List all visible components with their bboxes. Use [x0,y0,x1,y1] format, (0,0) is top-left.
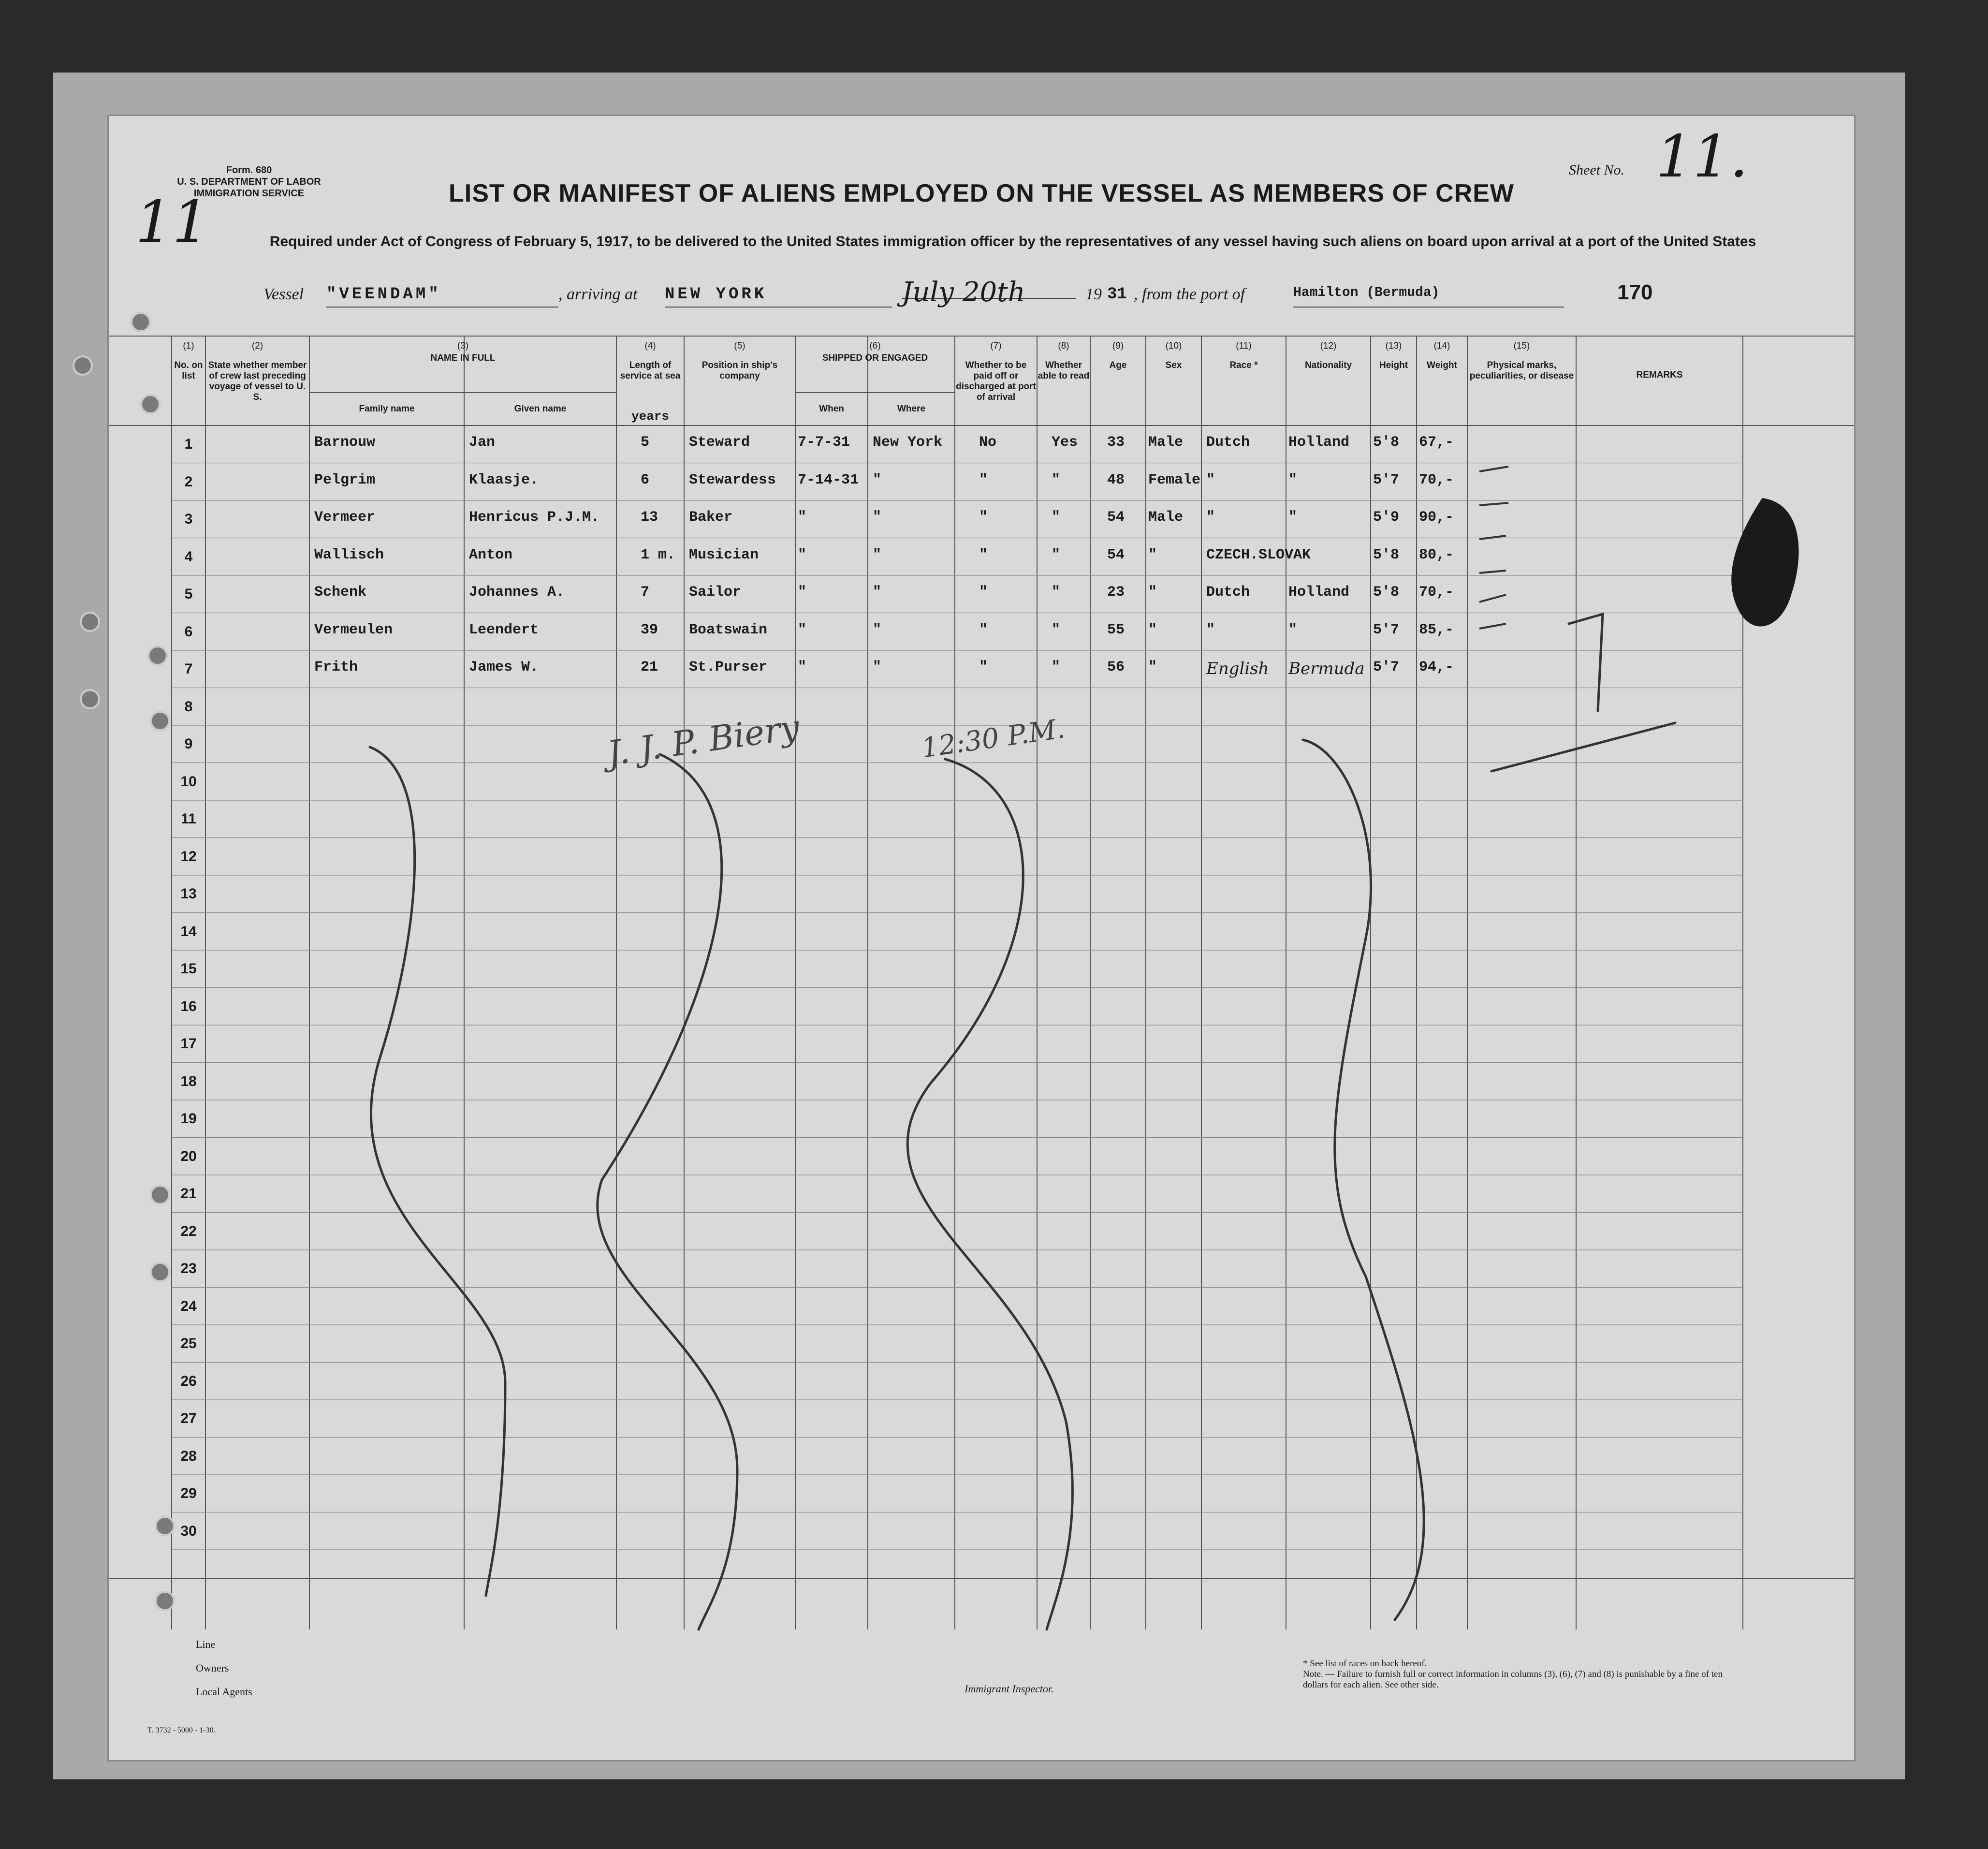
crew-read: Yes [1052,434,1078,451]
crew-race: " [1206,621,1215,638]
header-when: When [819,404,844,414]
crew-height: 5'9 [1373,509,1400,526]
row-number: 22 [180,1223,197,1239]
header-col8-number: (8) [1058,341,1069,351]
arriving-label: , arriving at [558,285,638,303]
department-name: U. S. DEPARTMENT OF LABOR [177,176,321,187]
header-col8: Whether able to read [1038,360,1090,381]
row-number: 11 [181,811,196,827]
row-number: 12 [180,848,197,865]
crew-nationality: " [1288,621,1298,638]
crew-height: 5'8 [1373,546,1400,563]
header-col4-number: (4) [644,341,656,351]
crew-where: " [873,659,882,675]
from-label: , from the port of [1134,285,1245,303]
crew-nationality: " [1288,509,1298,526]
row-number: 5 [184,586,193,602]
immigrant-inspector-label: Immigrant Inspector. [965,1683,1054,1695]
manifest-page [109,116,1854,1760]
crew-position: Steward [689,434,750,451]
header-col13-number: (13) [1385,341,1402,351]
crew-where: " [873,509,882,526]
crew-position: St.Purser [689,659,768,675]
row-number: 25 [180,1335,197,1351]
form-number: Form. 680 [226,165,272,176]
row-number: 4 [184,548,193,565]
punch-hole [147,646,168,666]
crew-race: CZECH.SLOVAK [1206,546,1311,563]
page-subtitle: Required under Act of Congress of February 5, 1917, to be delivered to the United States immigration officer by the representatives of any vessel having such aliens on board upon arrival at a port of the United States [269,234,1756,249]
races-footnote: * See list of races on back hereof. [1303,1658,1427,1669]
crew-age: 48 [1107,471,1125,488]
crew-read: " [1052,621,1061,638]
crew-when: " [798,509,807,526]
crew-given: Jan [469,434,496,451]
punch-hole [131,312,151,332]
header-col3-number: (3) [457,341,469,351]
ink-blot [1731,498,1798,627]
header-col15-number: (15) [1513,341,1530,351]
header-col11: Race * [1229,360,1258,370]
header-col1-number: (1) [183,341,194,351]
crew-nationality: " [1288,471,1298,488]
crew-family: Wallisch [314,546,384,563]
header-given-name: Given name [514,404,567,414]
row-number: 16 [180,998,197,1014]
footer-owners-label: Owners [196,1662,229,1674]
row-number: 13 [180,886,197,902]
row-number: 9 [184,736,193,752]
row-number: 29 [180,1485,197,1501]
crew-where: New York [873,434,943,451]
header-col1: No. on list [174,360,203,381]
crew-age: 54 [1107,546,1125,563]
crew-where: " [873,546,882,563]
crew-sex: Male [1148,434,1184,451]
crew-weight: 90,- [1419,509,1454,526]
crew-age: 23 [1107,584,1125,601]
crew-weight: 67,- [1419,434,1454,451]
signature-time: 12:30 P.M. [919,713,1067,764]
inspector-signature: J. J. P. Biery [605,707,802,774]
crew-when: " [798,659,807,675]
row-number: 3 [184,511,193,527]
crew-given: Leendert [469,621,539,638]
crew-sex: " [1148,546,1157,563]
crew-service: 1 m. [641,546,676,563]
crew-nationality: Bermuda [1288,659,1365,678]
crew-race: " [1206,509,1215,526]
row-number: 15 [180,961,197,977]
from-port: Hamilton (Bermuda) [1293,285,1564,308]
header-family-name: Family name [359,404,415,414]
crew-read: " [1052,509,1061,526]
crew-paid_off: " [979,509,988,526]
crew-paid_off: " [979,621,988,638]
crew-paid_off: No [979,434,997,451]
row-number: 17 [180,1036,197,1052]
crew-sex: Female [1148,471,1201,488]
row-number: 10 [180,773,197,790]
header-col9-number: (9) [1112,341,1124,351]
corner-handwritten-mark: 11 [135,189,209,256]
crew-service: 6 [641,471,650,488]
year-prefix: 19 [1085,285,1102,303]
crew-position: Boatswain [689,621,768,638]
check-marks [1479,467,1508,629]
crew-race: English [1206,659,1269,678]
punch-hole [150,1185,170,1205]
header-remarks: REMARKS [1636,370,1683,380]
crew-given: James W. [469,659,539,675]
header-col12: Nationality [1304,360,1352,370]
crew-sex: " [1148,621,1157,638]
crew-service: 13 [641,509,658,526]
crew-service: 39 [641,621,658,638]
crew-sex: " [1148,659,1157,675]
punch-hole [150,711,170,731]
header-col6-number: (6) [869,341,881,351]
punch-hole [140,394,161,414]
crew-race: Dutch [1206,584,1250,601]
crew-height: 5'8 [1373,584,1400,601]
crew-read: " [1052,546,1061,563]
crew-weight: 80,- [1419,546,1454,563]
crew-read: " [1052,471,1061,488]
header-col15: Physical marks, peculiarities, or disease [1469,360,1574,381]
punch-hole [80,612,100,632]
crew-given: Johannes A. [469,584,565,601]
header-col14: Weight [1427,360,1457,370]
crew-when: " [798,546,807,563]
penalty-note: Note. — Failure to furnish full or correct information in columns (3), (6), (7) and (8) is punishable by a fine of ten dollars for each alien. See other side. [1303,1669,1723,1690]
header-col3: NAME IN FULL [430,353,496,363]
sheet-number: 11. [1656,123,1748,191]
crew-paid_off: " [979,659,988,675]
row-number: 26 [180,1373,197,1389]
header-years-unit: years [631,409,669,424]
crew-position: Sailor [689,584,742,601]
print-code: T. 3732 - 5000 - 1-30. [147,1726,216,1734]
header-col10-number: (10) [1165,341,1182,351]
header-col7: Whether to be paid off or discharged at port of arrival [956,360,1036,402]
row-number: 14 [180,923,197,939]
crew-when: 7-14-31 [798,471,859,488]
crew-weight: 94,- [1419,659,1454,675]
crew-age: 55 [1107,621,1125,638]
year-suffix: 31 [1107,285,1127,304]
header-col2-number: (2) [251,341,263,351]
header-col13: Height [1379,360,1408,370]
crew-read: " [1052,659,1061,675]
header-col4: Length of service at sea [620,360,681,381]
crew-service: 7 [641,584,650,601]
crew-read: " [1052,584,1061,601]
cancellation-strokes [370,614,1675,1629]
crew-family: Vermeer [314,509,376,526]
crew-family: Schenk [314,584,367,601]
footer-agents-label: Local Agents [196,1686,252,1698]
row-number: 20 [180,1148,197,1164]
row-number: 27 [180,1410,197,1426]
crew-race: " [1206,471,1215,488]
crew-family: Vermeulen [314,621,393,638]
vessel-label: Vessel [263,285,304,303]
footer-line-label: Line [196,1638,216,1650]
crew-position: Stewardess [689,471,776,488]
header-where: Where [897,404,926,414]
row-number: 8 [184,698,193,715]
crew-paid_off: " [979,584,988,601]
stamp-number: 170 [1617,280,1653,304]
header-col14-number: (14) [1433,341,1450,351]
crew-sex: Male [1148,509,1184,526]
crew-age: 33 [1107,434,1125,451]
crew-family: Barnouw [314,434,376,451]
crew-paid_off: " [979,471,988,488]
crew-height: 5'7 [1373,621,1400,638]
page-title: LIST OR MANIFEST OF ALIENS EMPLOYED ON THE VESSEL AS MEMBERS OF CREW [449,179,1514,207]
row-number: 2 [184,473,193,490]
crew-service: 21 [641,659,658,675]
row-number: 19 [180,1111,197,1127]
crew-race: Dutch [1206,434,1250,451]
crew-height: 5'7 [1373,471,1400,488]
crew-height: 5'8 [1373,434,1400,451]
crew-family: Frith [314,659,358,675]
crew-nationality: Holland [1288,584,1350,601]
header-col7-number: (7) [990,341,1002,351]
crew-height: 5'7 [1373,659,1400,675]
header-col12-number: (12) [1320,341,1337,351]
crew-position: Musician [689,546,759,563]
header-col6: SHIPPED OR ENGAGED [822,353,928,363]
crew-age: 56 [1107,659,1125,675]
punch-hole [80,689,100,709]
punch-hole [150,1262,170,1282]
header-col5: Position in ship's company [702,360,778,381]
crew-weight: 70,- [1419,471,1454,488]
arriving-port: NEW YORK [665,285,892,308]
header-col5-number: (5) [734,341,746,351]
crew-age: 54 [1107,509,1125,526]
crew-nationality: Holland [1288,434,1350,451]
crew-where: " [873,621,882,638]
sheet-label: Sheet No. [1569,162,1624,178]
crew-given: Anton [469,546,513,563]
header-col2: State whether member of crew last preceding voyage of vessel to U. S. [208,360,307,402]
punch-hole [73,355,93,376]
row-number: 18 [180,1073,197,1089]
crew-sex: " [1148,584,1157,601]
row-number: 30 [180,1523,197,1539]
row-number: 28 [180,1448,197,1464]
header-col10: Sex [1165,360,1182,370]
crew-position: Baker [689,509,733,526]
crew-service: 5 [641,434,650,451]
vessel-name: "VEENDAM" [326,285,558,308]
crew-weight: 85,- [1419,621,1454,638]
crew-given: Klaasje. [469,471,539,488]
row-number: 21 [180,1186,197,1202]
crew-weight: 70,- [1419,584,1454,601]
row-number: 23 [180,1261,197,1277]
service-name: IMMIGRATION SERVICE [193,188,305,199]
crew-where: " [873,471,882,488]
crew-family: Pelgrim [314,471,376,488]
crew-paid_off: " [979,546,988,563]
crew-given: Henricus P.J.M. [469,509,600,526]
arrival-date: July 20th [902,277,1076,299]
punch-hole [155,1591,175,1611]
row-number: 24 [180,1298,197,1314]
crew-when: " [798,621,807,638]
crew-when: " [798,584,807,601]
row-number: 6 [184,623,193,640]
crew-where: " [873,584,882,601]
row-number: 1 [184,436,193,452]
header-col11-number: (11) [1236,341,1252,351]
header-col9: Age [1109,360,1127,370]
punch-hole [155,1516,175,1536]
row-number: 7 [184,661,193,677]
crew-when: 7-7-31 [798,434,850,451]
